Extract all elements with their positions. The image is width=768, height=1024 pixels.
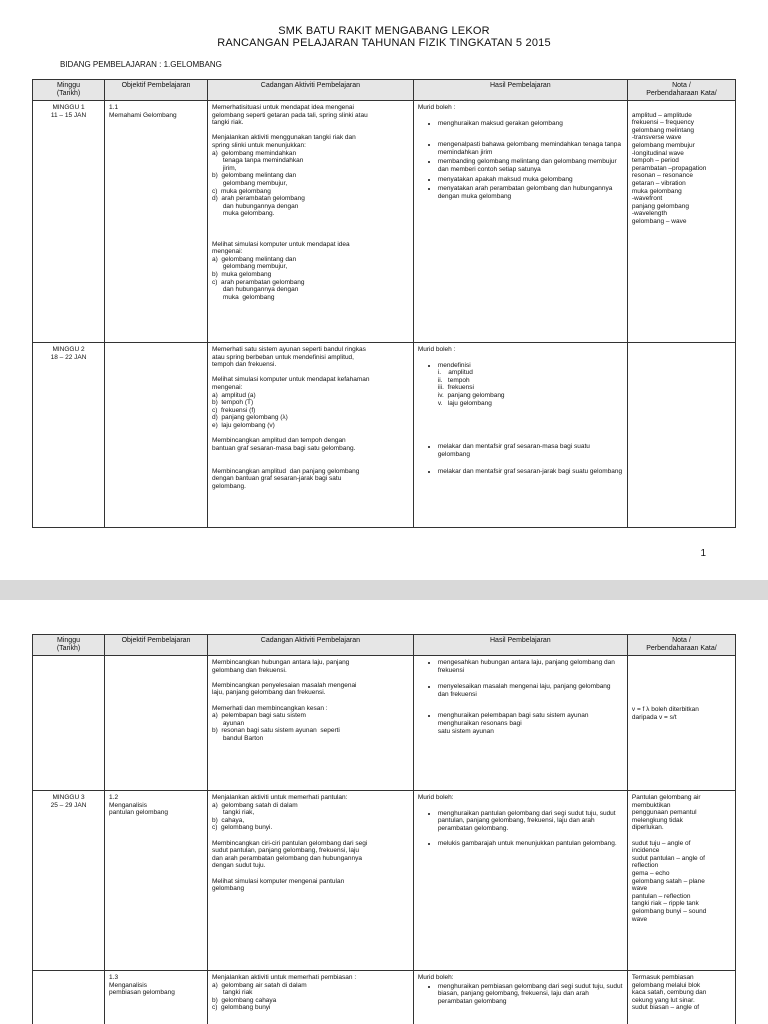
- minggu-cell: MINGGU 2 18 – 22 JAN: [33, 343, 105, 528]
- header-nota: Nota / Perbendaharaan Kata/: [627, 635, 735, 656]
- aktiviti-cell: Membincangkan hubungan antara laju, panjang gelombang dan frekuensi. Membincangkan penyelesaian masalah mengenai laju, panjang gelombang dan frekuensi. Memerhati dan membincangkan kesan : a) pelembapan bagi satu sistem ayunan b) resonan bagi satu sistem ayunan seperti bandul Barton: [207, 656, 413, 791]
- header-objektif: Objektif Pembelajaran: [105, 80, 208, 101]
- aktiviti-cell: Menjalankan aktiviti untuk memerhati pantulan: a) gelombang satah di dalam tangki riak, b) cahaya, c) gelombang bunyi. Membincangkan ciri-ciri pantulan gelombang dari segi sudut pantulan, panjang gelombang, frekuensi, laju dan arah perambatan gelombang dan hubungannya dengan sudut tuju. Melihat simulasi komputer mengenai pantulan gelombang: [207, 791, 413, 971]
- hasil-intro: Murid boleh:: [417, 974, 454, 981]
- list-item: • menghuraikan pembiasan gelombang dari segi sudut tuju, sudut biasan, panjang gelombang, frekuensi, laju dan arah perambatan gelombang: [438, 983, 623, 1006]
- table-row: [33, 791, 736, 971]
- hasil-intro: Murid boleh :: [417, 346, 456, 353]
- header-minggu: Minggu (Tarikh): [33, 80, 105, 101]
- minggu-cell: MINGGU 3 25 – 29 JAN: [33, 791, 105, 971]
- list-item: • mendefinisi i. amplitud ii. tempoh iii. frekuensi iv. panjang gelombang v. laju gelombang: [438, 362, 623, 408]
- hasil-intro: Murid boleh :: [417, 104, 456, 111]
- table-row: [33, 656, 736, 791]
- table-header-row: [33, 635, 736, 656]
- header-hasil: Hasil Pembelajaran: [413, 635, 627, 656]
- minggu-cell: [33, 971, 105, 1024]
- nota-cell: [627, 343, 735, 528]
- header-minggu: Minggu (Tarikh): [33, 635, 105, 656]
- nota-cell: [627, 101, 735, 343]
- list-item: • menyatakan arah perambatan gelombang dan hubungannya dengan muka gelombang: [438, 185, 623, 200]
- objektif-cell: 1.2 Menganalisis pantulan gelombang: [105, 791, 208, 971]
- list-item: • menghuraikan pantulan gelombang dari segi sudut tuju, sudut pantulan, panjang gelombang, frekuensi, laju dan arah perambatan gelombang.: [438, 810, 623, 833]
- list-item: • melukis gambarajah untuk menunjukkan pantulan gelombang.: [438, 840, 623, 848]
- hasil-cell: [413, 791, 627, 971]
- nota-text: amplitud – amplitude frekuensi – frequency gelombang melintang -transverse wave gelombang membujur -longitudinal wave tempoh – period perambatan –propagation resonan – resonance getaran – vibration muka gelombang -wavefront panjang gelombang -wavelength gelombang – wave: [631, 111, 707, 225]
- plan-table-page-1: [32, 79, 736, 528]
- bidang-pembelajaran: BIDANG PEMBELAJARAN : 1.GELOMBANG: [60, 60, 222, 69]
- aktiviti-cell: Memerhatisituasi untuk mendapat idea mengenai gelombang seperti getaran pada tali, spring slinki atau tangki riak. Menjalankan aktiviti menggunakan tangki riak dan spring slinki untuk menunjukkan: a) gelombang memindahkan tenaga tanpa memindahkan jirim, b) gelombang melintang dan gelombang membujur, c) muka gelombang d) arah perambatan gelombang dan hubungannya dengan muka gelombang. Melihat simulasi komputer untuk mendapat idea mengenai: a) gelombang melintang dan gelombang membujur, b) muka gelombang c) arah perambatan gelombang dan hubungannya dengan muka gelombang: [207, 101, 413, 343]
- plan-table-page-2: [32, 634, 736, 1024]
- header-hasil: Hasil Pembelajaran: [413, 80, 627, 101]
- nota-cell: v = f λ boleh diterbitkan daripada v = s/t: [627, 656, 735, 791]
- header-nota: Nota / Perbendaharaan Kata/: [627, 80, 735, 101]
- page-number: 1: [700, 548, 706, 559]
- aktiviti-cell: Memerhati satu sistem ayunan seperti bandul ringkas atau spring berbeban untuk mendefinisi amplitud, tempoh dan frekuensi. Melihat simulasi komputer untuk mendapat kefahaman mengenai: a) amplitud (a) b) tempoh (T) c) frekuensi (f) d) panjang gelombang (λ) e) laju gelombang (v) Membincangkan amplitud dan tempoh dengan bantuan graf sesaran-masa bagi satu gelombang. Membincangkan amplitud dan panjang gelombang dengan bantuan graf sesaran-jarak bagi satu gelombang.: [207, 343, 413, 528]
- list-item: • membanding gelombang melintang dan gelombang membujur dan memberi contoh setiap satunya: [438, 158, 623, 173]
- hasil-cell: [413, 971, 627, 1024]
- list-item: • menyatakan apakah maksud muka gelombang: [438, 176, 623, 184]
- hasil-cell: [413, 656, 627, 791]
- header-aktiviti: Cadangan Aktiviti Pembelajaran: [207, 635, 413, 656]
- list-item: • menghuraikan maksud gerakan gelombang: [438, 120, 623, 128]
- list-item: • mengesahkan hubungan antara laju, panjang gelombang dan frekuensi: [438, 659, 623, 674]
- objektif-cell: 1.3 Menganalisis pembiasan gelombang: [105, 971, 208, 1024]
- list-item: • mengenalpasti bahawa gelombang memindahkan tenaga tanpa memindahkan jirim: [438, 141, 623, 156]
- minggu-cell: [33, 656, 105, 791]
- table-header-row: [33, 80, 736, 101]
- document-page-2: [0, 600, 768, 1024]
- hasil-intro: Murid boleh:: [417, 794, 454, 801]
- list-item: • melakar dan mentafsir graf sesaran-masa bagi suatu gelombang: [438, 443, 623, 458]
- objektif-cell: [105, 343, 208, 528]
- hasil-cell: [413, 343, 627, 528]
- objektif-cell: 1.1 Memahami Gelombang: [105, 101, 208, 343]
- hasil-cell: [413, 101, 627, 343]
- table-row: [33, 101, 736, 343]
- list-item: • menyelesaikan masalah mengenai laju, panjang gelombang dan frekuensi: [438, 683, 623, 698]
- header-aktiviti: Cadangan Aktiviti Pembelajaran: [207, 80, 413, 101]
- list-item: • melakar dan mentafsir graf sesaran-jarak bagi suatu gelombang: [438, 468, 623, 476]
- table-row: [33, 971, 736, 1024]
- list-item: • menghuraikan pelembapan bagi satu sistem ayunan menghuraikan resonans bagi satu sistem ayunan: [438, 712, 623, 735]
- nota-cell: Termasuk pembiasan gelombang melalui blok kaca satah, cembung dan cekung yang lut sinar. sudut biasan – angle of: [627, 971, 735, 1024]
- aktiviti-cell: Menjalankan aktiviti untuk memerhati pembiasan : a) gelombang air satah di dalam tangki riak b) gelombang cahaya c) gelombang bunyi: [207, 971, 413, 1024]
- nota-cell: Pantulan gelombang air membuktikan penggunaan pemantul melengkung tidak diperlukan. sudut tuju – angle of incidence sudut pantulan – angle of reflection gema – echo gelombang satah – plane wave pantulan – reflection tangki riak – ripple tank gelombang bunyi – sound wave: [627, 791, 735, 971]
- objektif-cell: [105, 656, 208, 791]
- school-name: SMK BATU RAKIT MENGABANG LEKOR: [278, 25, 490, 37]
- minggu-cell: MINGGU 1 11 – 15 JAN: [33, 101, 105, 343]
- table-row: [33, 343, 736, 528]
- document-title: RANCANGAN PELAJARAN TAHUNAN FIZIK TINGKATAN 5 2015: [217, 37, 551, 49]
- header-objektif: Objektif Pembelajaran: [105, 635, 208, 656]
